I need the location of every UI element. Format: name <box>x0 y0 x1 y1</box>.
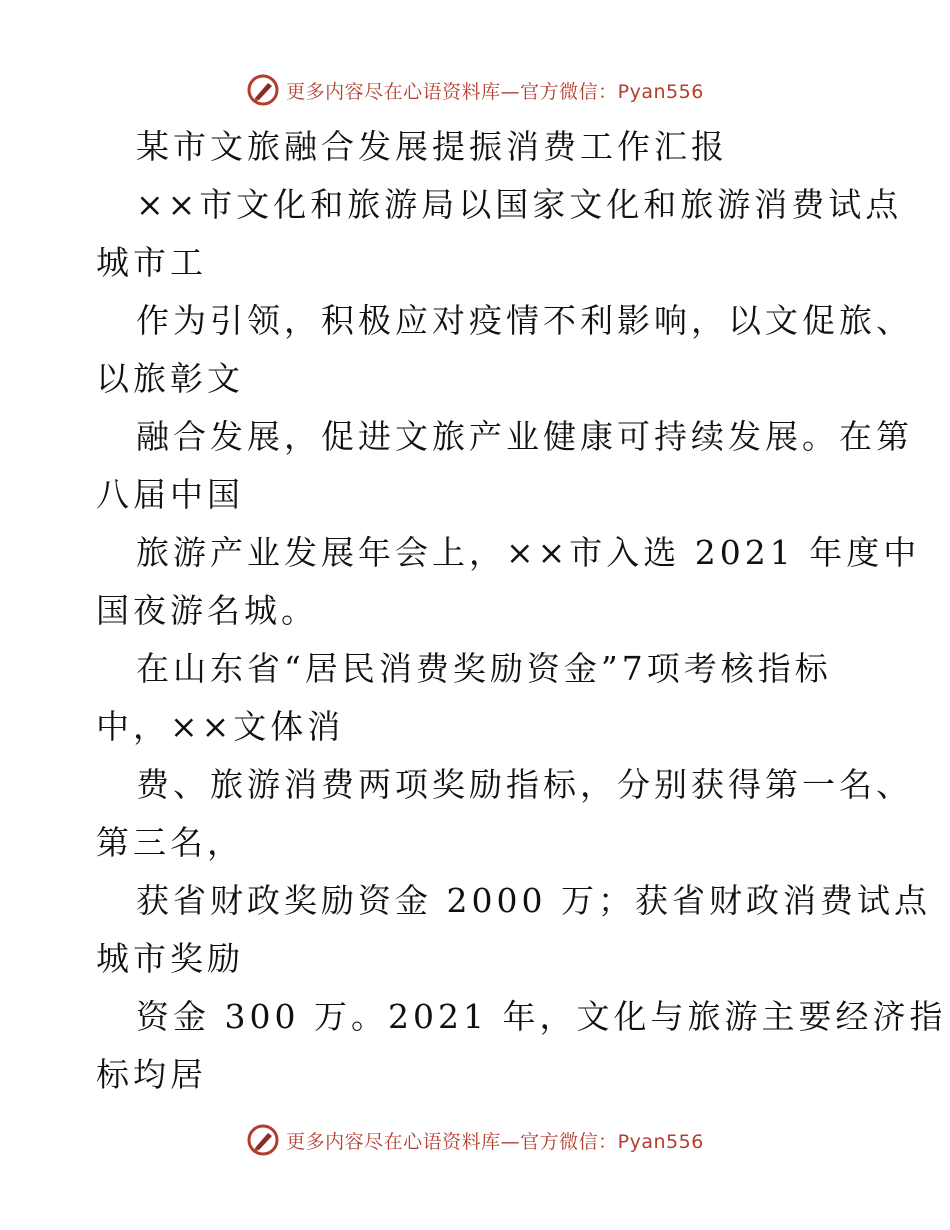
text-line: 国夜游名城。 <box>96 591 318 630</box>
header-watermark-banner <box>0 70 950 110</box>
pen-logo-icon <box>246 1123 280 1157</box>
text-line: 作为引领，积极应对疫情不利影响，以文促旅、 <box>136 301 913 340</box>
text-line: 在山东省“居民消费奖励资金”7项考核指标 <box>136 649 832 688</box>
pen-logo-icon <box>246 73 280 107</box>
header-watermark-text: 更多内容尽在心语资料库—官方微信：Pyan556 <box>286 80 704 103</box>
footer-watermark-banner <box>0 1120 950 1160</box>
text-line: 融合发展，促进文旅产业健康可持续发展。在第 <box>136 417 913 456</box>
text-line: 以旅彰文 <box>96 359 244 398</box>
text-line: ××市文化和旅游局以国家文化和旅游消费试点 <box>136 185 903 224</box>
footer-watermark-text: 更多内容尽在心语资料库—官方微信：Pyan556 <box>286 1130 704 1153</box>
text-line: 八届中国 <box>96 475 244 514</box>
text-line: 资金 300 万。2021 年，文化与旅游主要经济指 <box>136 997 947 1036</box>
text-line: 第三名， <box>96 823 244 862</box>
text-line: 城市奖励 <box>96 939 244 978</box>
document-title: 某市文旅融合发展提振消费工作汇报 <box>136 127 728 166</box>
document-body <box>96 118 947 1104</box>
text-line: 费、旅游消费两项奖励指标，分别获得第一名、 <box>136 765 913 804</box>
text-line: 获省财政奖励资金 2000 万；获省财政消费试点 <box>136 881 931 920</box>
text-line: 旅游产业发展年会上，××市入选 2021 年度中 <box>136 533 921 572</box>
text-line: 中，××文体消 <box>96 707 345 746</box>
text-line: 标均居 <box>96 1055 207 1094</box>
text-line: 城市工 <box>96 243 207 282</box>
